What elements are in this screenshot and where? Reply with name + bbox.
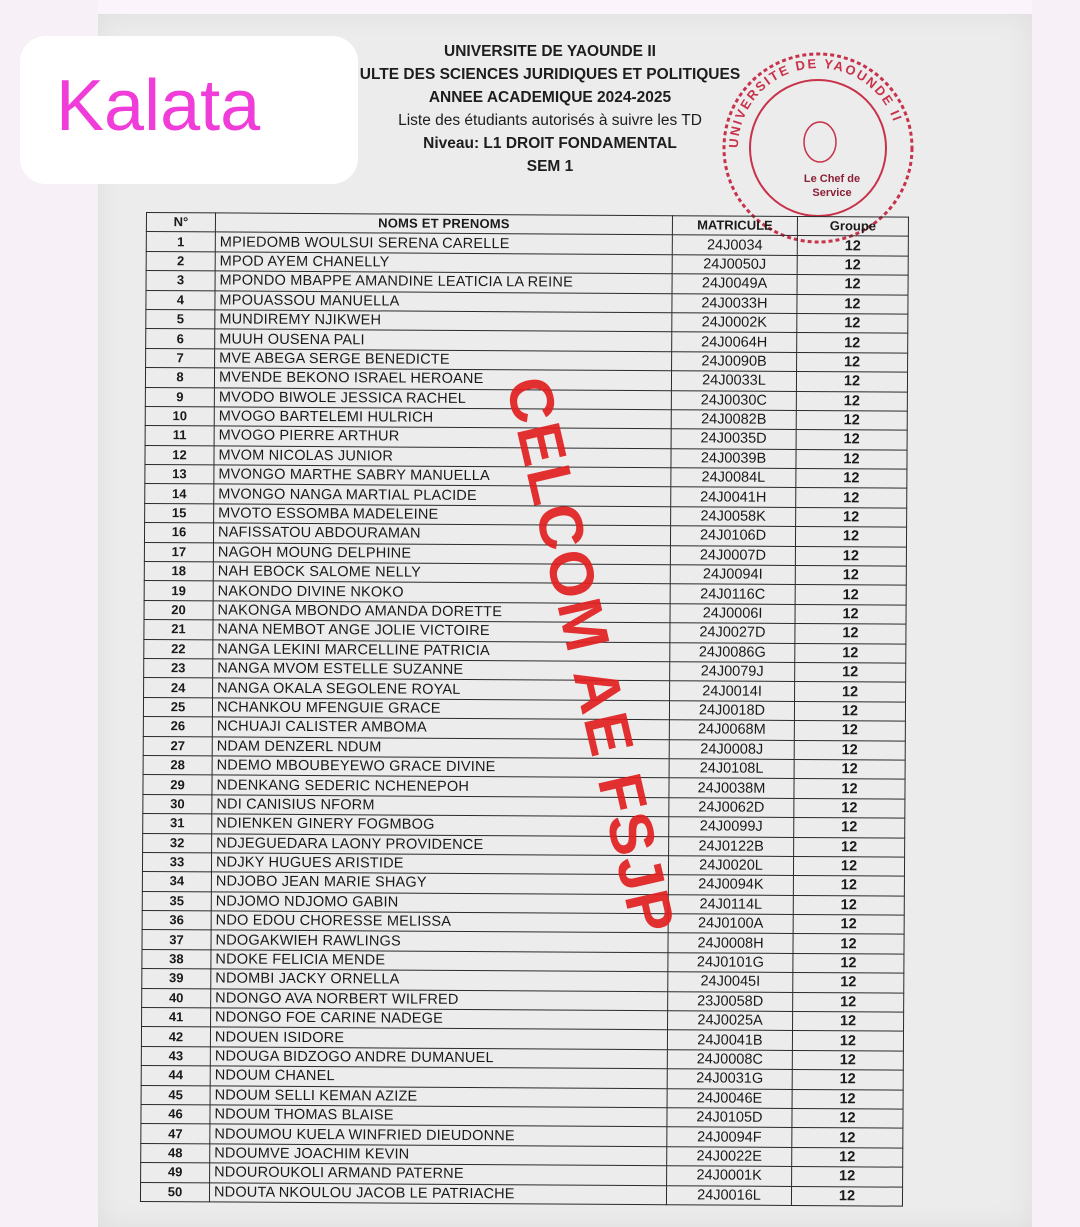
row-groupe: 12 — [792, 1089, 903, 1109]
row-groupe: 12 — [797, 313, 908, 333]
row-num: 36 — [142, 911, 211, 931]
row-name: NDO EDOU CHORESSE MELISSA — [211, 911, 668, 933]
row-matricule: 24J0062D — [669, 797, 794, 817]
row-matricule: 24J0090B — [672, 351, 797, 371]
header-matricule: MATRICULE — [672, 216, 797, 236]
row-matricule: 24J0045I — [668, 972, 793, 992]
row-groupe: 12 — [797, 275, 908, 295]
row-groupe: 12 — [795, 527, 906, 547]
row-name: NAH EBOCK SALOME NELLY — [213, 562, 670, 584]
row-num: 30 — [143, 794, 212, 814]
row-groupe: 12 — [794, 818, 905, 838]
row-name: MUNDIREMY NJIKWEH — [215, 310, 672, 332]
row-num: 14 — [145, 484, 214, 504]
row-matricule: 24J0058K — [671, 507, 796, 527]
row-matricule: 24J0014I — [670, 681, 795, 701]
row-num: 5 — [146, 309, 215, 329]
row-name: NANA NEMBOT ANGE JOLIE VICTOIRE — [213, 620, 670, 642]
row-name: NDOUEN ISIDORE — [210, 1027, 667, 1049]
row-matricule: 24J0079J — [670, 662, 795, 682]
row-groupe: 12 — [791, 1186, 902, 1206]
row-matricule: 24J0035D — [671, 429, 796, 449]
row-num: 33 — [142, 852, 211, 872]
row-num: 42 — [141, 1027, 210, 1047]
row-num: 29 — [143, 775, 212, 795]
row-name: MVOGO PIERRE ARTHUR — [214, 426, 671, 448]
student-list-table — [140, 212, 909, 1207]
row-name: MVOGO BARTELEMI HULRICH — [214, 407, 671, 429]
row-name: NDONGO FOE CARINE NADEGE — [211, 1008, 668, 1030]
row-groupe: 12 — [795, 566, 906, 586]
row-groupe: 12 — [797, 333, 908, 353]
svg-text:UNIVERSITE DE YAOUNDE II — [726, 56, 906, 148]
row-matricule: 24J0108L — [669, 759, 794, 779]
row-matricule: 24J0008H — [668, 933, 793, 953]
row-groupe: 12 — [797, 352, 908, 372]
row-name: MVOM NICOLAS JUNIOR — [214, 446, 671, 468]
row-num: 16 — [144, 523, 213, 543]
row-matricule: 24J0106D — [670, 526, 795, 546]
header-groupe: Groupe — [797, 216, 908, 236]
row-groupe: 12 — [793, 992, 904, 1012]
row-num: 26 — [143, 717, 212, 737]
row-name: MPONDO MBAPPE AMANDINE LEATICIA LA REINE — [215, 271, 672, 293]
row-matricule: 24J0007D — [670, 545, 795, 565]
row-matricule: 24J0038M — [669, 778, 794, 798]
header-num: N° — [146, 213, 215, 233]
row-name: NDOMBI JACKY ORNELLA — [211, 969, 668, 991]
row-name: NDONGO AVA NORBERT WILFRED — [211, 989, 668, 1011]
header-academic-year: ANNEE ACADEMIQUE 2024-2025 — [428, 89, 672, 106]
row-groupe: 12 — [793, 953, 904, 973]
row-matricule: 24J0094F — [667, 1127, 792, 1147]
row-groupe: 12 — [793, 895, 904, 915]
row-groupe: 12 — [796, 449, 907, 469]
background-right — [1032, 0, 1080, 1227]
row-matricule: 24J0064H — [672, 332, 797, 352]
row-num: 47 — [141, 1124, 210, 1144]
row-num: 28 — [143, 755, 212, 775]
row-name: MVENDE BEKONO ISRAEL HEROANE — [214, 368, 671, 390]
background-left — [0, 0, 98, 1227]
row-name: NDOUM CHANEL — [210, 1066, 667, 1088]
row-groupe: 12 — [792, 1128, 903, 1148]
row-name: NDJKY HUGUES ARISTIDE — [211, 853, 668, 875]
row-name: NDOUROUKOLI ARMAND PATERNE — [210, 1163, 667, 1185]
row-num: 23 — [144, 658, 213, 678]
row-groupe: 12 — [793, 973, 904, 993]
row-matricule: 24J0008J — [669, 739, 794, 759]
header-university: UNIVERSITE DE YAOUNDE II — [444, 43, 656, 60]
header-faculty: ULTE DES SCIENCES JURIDIQUES ET POLITIQUES — [359, 66, 741, 83]
row-groupe: 12 — [794, 759, 905, 779]
row-name: NDAM DENZERL NDUM — [212, 736, 669, 758]
row-name: MVE ABEGA SERGE BENEDICTE — [215, 349, 672, 371]
row-num: 15 — [145, 503, 214, 523]
row-groupe: 12 — [792, 1147, 903, 1167]
row-name: NAGOH MOUNG DELPHINE — [213, 543, 670, 565]
row-name: NDIENKEN GINERY FOGMBOG — [212, 814, 669, 836]
row-groupe: 12 — [795, 624, 906, 644]
row-name: MVOTO ESSOMBA MADELEINE — [214, 504, 671, 526]
row-matricule: 24J0039B — [671, 448, 796, 468]
row-name: MPOD AYEM CHANELLY — [215, 252, 672, 274]
row-matricule: 24J0018D — [669, 700, 794, 720]
row-name: NANGA MVOM ESTELLE SUZANNE — [213, 659, 670, 681]
row-matricule: 24J0041H — [671, 487, 796, 507]
row-groupe: 12 — [793, 934, 904, 954]
row-matricule: 24J0082B — [671, 410, 796, 430]
row-num: 39 — [142, 969, 211, 989]
row-matricule: 24J0030C — [671, 390, 796, 410]
stamp-inner-line1: Le Chef de — [803, 173, 861, 185]
row-num: 49 — [141, 1163, 210, 1183]
row-groupe: 12 — [795, 643, 906, 663]
row-name: NDENKANG SEDERIC NCHENEPOH — [212, 775, 669, 797]
row-groupe: 12 — [795, 682, 906, 702]
row-num: 24 — [144, 678, 213, 698]
row-matricule: 24J0105D — [667, 1108, 792, 1128]
row-num: 2 — [146, 251, 215, 271]
watermark-text: CELCOM AE FSJP — [492, 370, 688, 942]
row-name: MPOUASSOU MANUELLA — [215, 290, 672, 312]
row-matricule: 24J0099J — [669, 817, 794, 837]
row-name: NAFISSATOU ABDOURAMAN — [213, 523, 670, 545]
row-groupe: 12 — [794, 779, 905, 799]
row-num: 11 — [145, 426, 214, 446]
row-matricule: 24J0101G — [668, 953, 793, 973]
row-num: 3 — [146, 271, 215, 291]
row-groupe: 12 — [796, 391, 907, 411]
row-groupe: 12 — [794, 721, 905, 741]
row-num: 13 — [145, 465, 214, 485]
row-name: MVODO BIWOLE JESSICA RACHEL — [214, 387, 671, 409]
row-matricule: 24J0034 — [672, 235, 797, 255]
row-groupe: 12 — [796, 488, 907, 508]
row-num: 1 — [146, 232, 215, 252]
row-num: 20 — [144, 600, 213, 620]
row-num: 6 — [146, 329, 215, 349]
row-name: NDEMO MBOUBEYEWO GRACE DIVINE — [212, 756, 669, 778]
row-num: 21 — [144, 620, 213, 640]
row-num: 46 — [141, 1104, 210, 1124]
row-matricule: 24J0022E — [667, 1146, 792, 1166]
row-matricule: 24J0094K — [668, 875, 793, 895]
row-name: NDOUM THOMAS BLAISE — [210, 1105, 667, 1127]
row-groupe: 12 — [797, 294, 908, 314]
row-num: 40 — [142, 988, 211, 1008]
row-name: NDOGAKWIEH RAWLINGS — [211, 930, 668, 952]
row-matricule: 24J0049A — [672, 274, 797, 294]
row-num: 18 — [144, 562, 213, 582]
row-matricule: 24J0086G — [670, 642, 795, 662]
header-level: Niveau: L1 DROIT FONDAMENTAL — [423, 135, 677, 152]
row-num: 41 — [142, 1008, 211, 1028]
stamp-inner-line2: Service — [812, 187, 852, 199]
row-num: 4 — [146, 290, 215, 310]
row-name: MVONGO MARTHE SABRY MANUELLA — [214, 465, 671, 487]
row-matricule: 24J0025A — [668, 1011, 793, 1031]
row-num: 19 — [144, 581, 213, 601]
row-matricule: 24J0002K — [672, 313, 797, 333]
row-matricule: 24J0084L — [671, 468, 796, 488]
row-groupe: 12 — [796, 469, 907, 489]
row-matricule: 24J0046E — [667, 1088, 792, 1108]
row-num: 9 — [145, 387, 214, 407]
row-matricule: 24J0114L — [668, 894, 793, 914]
brand-label: Kalata — [56, 66, 261, 146]
row-groupe: 12 — [796, 430, 907, 450]
stamp-emblem-icon — [804, 122, 836, 162]
row-name: NDOKE FELICIA MENDE — [211, 950, 668, 972]
row-groupe: 12 — [794, 837, 905, 857]
header-semester: SEM 1 — [526, 158, 574, 175]
row-groupe: 12 — [795, 546, 906, 566]
row-groupe: 12 — [797, 236, 908, 256]
row-num: 37 — [142, 930, 211, 950]
row-name: NAKONDO DIVINE NKOKO — [213, 581, 670, 603]
row-matricule: 24J0008C — [667, 1049, 792, 1069]
row-matricule: 24J0031G — [667, 1069, 792, 1089]
row-num: 44 — [141, 1066, 210, 1086]
row-groupe: 12 — [794, 798, 905, 818]
row-name: NANGA OKALA SEGOLENE ROYAL — [213, 678, 670, 700]
row-groupe: 12 — [792, 1070, 903, 1090]
row-matricule: 24J0020L — [668, 856, 793, 876]
row-matricule: 24J0006I — [670, 604, 795, 624]
row-name: NCHANKOU MFENGUIE GRACE — [212, 698, 669, 720]
row-name: MPIEDOMB WOULSUI SERENA CARELLE — [215, 232, 672, 254]
row-groupe: 12 — [794, 701, 905, 721]
row-name: NDJEGUEDARA LAONY PROVIDENCE — [212, 833, 669, 855]
row-matricule: 24J0122B — [669, 836, 794, 856]
row-groupe: 12 — [797, 255, 908, 275]
row-matricule: 24J0094I — [670, 565, 795, 585]
row-name: NDJOMO NDJOMO GABIN — [211, 892, 668, 914]
row-num: 38 — [142, 949, 211, 969]
stamp-outer-text: UNIVERSITE DE YAOUNDE II — [725, 55, 906, 149]
row-name: NDOUMOU KUELA WINFRIED DIEUDONNE — [210, 1124, 667, 1146]
row-num: 8 — [145, 368, 214, 388]
row-matricule: 24J0050J — [672, 254, 797, 274]
row-name: NDOUMVE JOACHIM KEVIN — [210, 1144, 667, 1166]
row-num: 7 — [146, 348, 215, 368]
row-groupe: 12 — [795, 585, 906, 605]
row-matricule: 23J0058D — [668, 991, 793, 1011]
row-num: 31 — [143, 814, 212, 834]
row-groupe: 12 — [793, 876, 904, 896]
row-num: 48 — [141, 1143, 210, 1163]
row-groupe: 12 — [795, 662, 906, 682]
row-matricule: 24J0100A — [668, 914, 793, 934]
row-matricule: 24J0027D — [670, 623, 795, 643]
row-name: NDJOBO JEAN MARIE SHAGY — [211, 872, 668, 894]
row-num: 10 — [145, 406, 214, 426]
row-num: 17 — [144, 542, 213, 562]
row-groupe: 12 — [793, 915, 904, 935]
row-groupe: 12 — [794, 740, 905, 760]
document-header — [330, 40, 770, 178]
row-name: NANGA LEKINI MARCELLINE PATRICIA — [213, 640, 670, 662]
row-name: MVONGO NANGA MARTIAL PLACIDE — [214, 484, 671, 506]
row-name: NCHUAJI CALISTER AMBOMA — [212, 717, 669, 739]
row-groupe: 12 — [792, 1031, 903, 1051]
row-num: 22 — [144, 639, 213, 659]
row-num: 34 — [142, 872, 211, 892]
row-name: NDOUGA BIDZOGO ANDRE DUMANUEL — [210, 1047, 667, 1069]
row-num: 45 — [141, 1085, 210, 1105]
row-name: NDOUTA NKOULOU JACOB LE PATRIACHE — [209, 1182, 666, 1204]
row-matricule: 24J0041B — [667, 1030, 792, 1050]
row-name: NAKONGA MBONDO AMANDA DORETTE — [213, 601, 670, 623]
header-list-title: Liste des étudiants autorisés à suivre les TD — [398, 112, 702, 129]
row-num: 35 — [142, 891, 211, 911]
table-row — [140, 1182, 902, 1206]
row-groupe: 12 — [796, 507, 907, 527]
row-num: 25 — [143, 697, 212, 717]
row-groupe: 12 — [792, 1167, 903, 1187]
row-matricule: 24J0033L — [671, 371, 796, 391]
header-name: NOMS ET PRENOMS — [215, 213, 672, 235]
row-matricule: 24J0033H — [672, 293, 797, 313]
row-num: 27 — [143, 736, 212, 756]
row-name: NDI CANISIUS NFORM — [212, 795, 669, 817]
row-groupe: 12 — [796, 372, 907, 392]
row-name: MUUH OUSENA PALI — [215, 329, 672, 351]
row-groupe: 12 — [796, 410, 907, 430]
row-matricule: 24J0116C — [670, 584, 795, 604]
row-num: 12 — [145, 445, 214, 465]
row-num: 32 — [143, 833, 212, 853]
row-groupe: 12 — [795, 604, 906, 624]
row-groupe: 12 — [793, 1011, 904, 1031]
row-groupe: 12 — [793, 856, 904, 876]
row-matricule: 24J0068M — [669, 720, 794, 740]
row-num: 43 — [141, 1046, 210, 1066]
row-groupe: 12 — [792, 1050, 903, 1070]
row-groupe: 12 — [792, 1108, 903, 1128]
row-matricule: 24J0016L — [666, 1185, 791, 1205]
row-matricule: 24J0001K — [667, 1166, 792, 1186]
row-name: NDOUM SELLI KEMAN AZIZE — [210, 1085, 667, 1107]
row-num: 50 — [140, 1182, 209, 1202]
